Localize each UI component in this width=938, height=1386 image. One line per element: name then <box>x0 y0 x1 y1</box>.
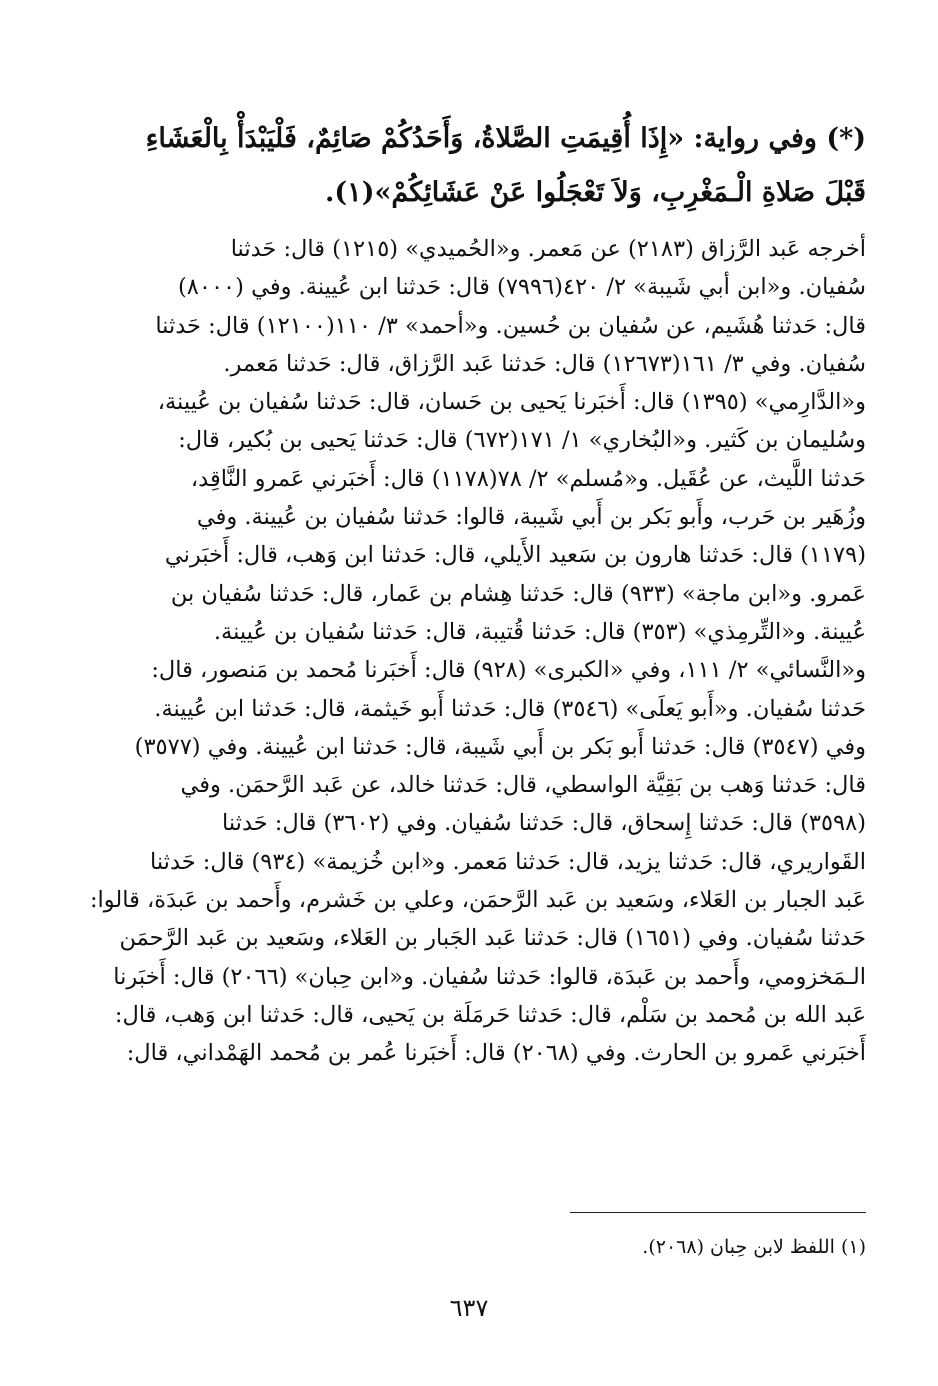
body-line: حَدثنا سُفيان. و«أَبو يَعلَى» (٣٥٤٦) قال: حَدثنا أَبو خَيثمة، قال: حَدثنا ابن عُيينة. <box>154 695 866 722</box>
hadith-text <box>128 112 866 220</box>
page-number: ٦٣٧ <box>449 1294 489 1322</box>
body-line: حَدثنا سُفيان. وفي (١٦٥١) قال: حَدثنا عَبد الجَبار بن العَلاء، وسَعيد بن عَبد الرَّحمَن <box>119 925 866 952</box>
body-line: عَمرو. و«ابن ماجة» (٩٣٣) قال: حَدثنا هِشام بن عَمار، قال: حَدثنا سُفيان بن <box>170 580 866 607</box>
body-line: عَبد الجبار بن العَلاء، وسَعيد بن عَبد الرَّحمَن، وعلي بن خَشرم، وأَحمد بن عَبدَة، قالوا: <box>89 887 866 914</box>
body-line: (١١٧٩) قال: حَدثنا هارون بن سَعيد الأَيلي، قال: حَدثنا ابن وَهب، قال: أَخبَرني <box>164 542 866 569</box>
body-line: أَخبَرني عَمرو بن الحارث. وفي (٢٠٦٨) قال: أَخبَرنا عُمر بن مُحمد الهَمْداني، قال: <box>126 1040 866 1067</box>
body-line: وسُليمان بن كَثير. و«البُخاري» ١/ ١٧١(٦٧٢) قال: حَدثنا يَحيى بن بُكير، قال: <box>178 427 866 454</box>
footnote-divider <box>570 1212 866 1213</box>
hadith-line: قَبْلَ صَلاةِ الْـمَغْرِبِ، وَلاَ تَعْجَلُوا عَنْ عَشَائِكُمْ»(١). <box>324 177 866 208</box>
body-line: الـمَخزومي، وأَحمد بن عَبدَة، قالوا: حَدثنا سُفيان. و«ابن حِبان» (٢٠٦٦) قال: أَخبَرنا <box>113 963 866 990</box>
body-line: وزُهَير بن حَرب، وأَبو بَكر بن أَبي شَيبة، قالوا: حَدثنا سُفيان بن عُيينة. وفي <box>196 504 866 531</box>
body-line: قال: حَدثنا وَهب بن بَقِيَّة الواسطي، قال: حَدثنا خالد، عن عَبد الرَّحمَن. وفي <box>180 772 866 799</box>
body-line: القَواريري، قال: حَدثنا يزيد، قال: حَدثنا مَعمر. و«ابن خُزيمة» (٩٣٤) قال: حَدثنا <box>150 848 866 875</box>
body-line: وفي (٣٥٤٧) قال: حَدثنا أَبو بَكر بن أَبي شَيبة، قال: حَدثنا ابن عُيينة. وفي (٣٥٧٧) <box>134 733 866 760</box>
body-line: أخرجه عَبد الرَّزاق (٢١٨٣) عن مَعمر. و«الحُميدي» (١٢١٥) قال: حَدثنا <box>230 236 866 262</box>
body-line: و«النَّسائي» ٢/ ١١١، وفي «الكبرى» (٩٢٨) قال: أَخبَرنا مُحمد بن مَنصور، قال: <box>151 657 866 684</box>
body-line: عُيينة. و«التِّرمِذي» (٣٥٣) قال: حَدثنا قُتيبة، قال: حَدثنا سُفيان بن عُيينة. <box>213 618 866 645</box>
takhrij-paragraph <box>89 230 866 1073</box>
body-line: عَبد الله بن مُحمد بن سَلْم، قال: حَدثنا حَرمَلَة بن يَحيى، قال: حَدثنا ابن وَهب، قال: <box>114 1001 866 1028</box>
body-line: و«الدَّارِمي» (١٣٩٥) قال: أَخبَرنا يَحيى بن حَسان، قال: حَدثنا سُفيان بن عُيينة، <box>157 389 866 416</box>
body-line: قال: حَدثنا هُشَيم، عن سُفيان بن حُسين. و«أحمد» ٣/ ١١٠(١٢١٠٠) قال: حَدثنا <box>155 312 866 339</box>
body-line: سُفيان. و«ابن أبي شَيبة» ٢/ ٤٢٠(٧٩٩٦) قال: حَدثنا ابن عُيينة. وفي (٨٠٠٠) <box>178 274 866 301</box>
footnote: (١) اللفظ لابن حِبان (٢٠٦٨). <box>642 1236 866 1258</box>
body-line: سُفيان. وفي ٣/ ١٦١(١٢٦٧٣) قال: حَدثنا عَبد الرَّزاق، قال: حَدثنا مَعمر. <box>223 350 866 377</box>
hadith-line: (*) وفي رواية: «إِذَا أُقِيمَتِ الصَّلاةُ، وَأَحَدُكُمْ صَائِمٌ، فَلْيَبْدَأْ بِالْعَشَاءِ <box>145 123 866 154</box>
body-line: (٣٥٩٨) قال: حَدثنا إِسحاق، قال: حَدثنا سُفيان. وفي (٣٦٠٢) قال: حَدثنا <box>222 810 866 837</box>
main-text <box>89 112 866 1073</box>
body-line: حَدثنا اللَّيث، عن عُقَيل. و«مُسلم» ٢/ ٧٨(١١٧٨) قال: أَخبَرني عَمرو النَّاقِد، <box>190 465 866 492</box>
